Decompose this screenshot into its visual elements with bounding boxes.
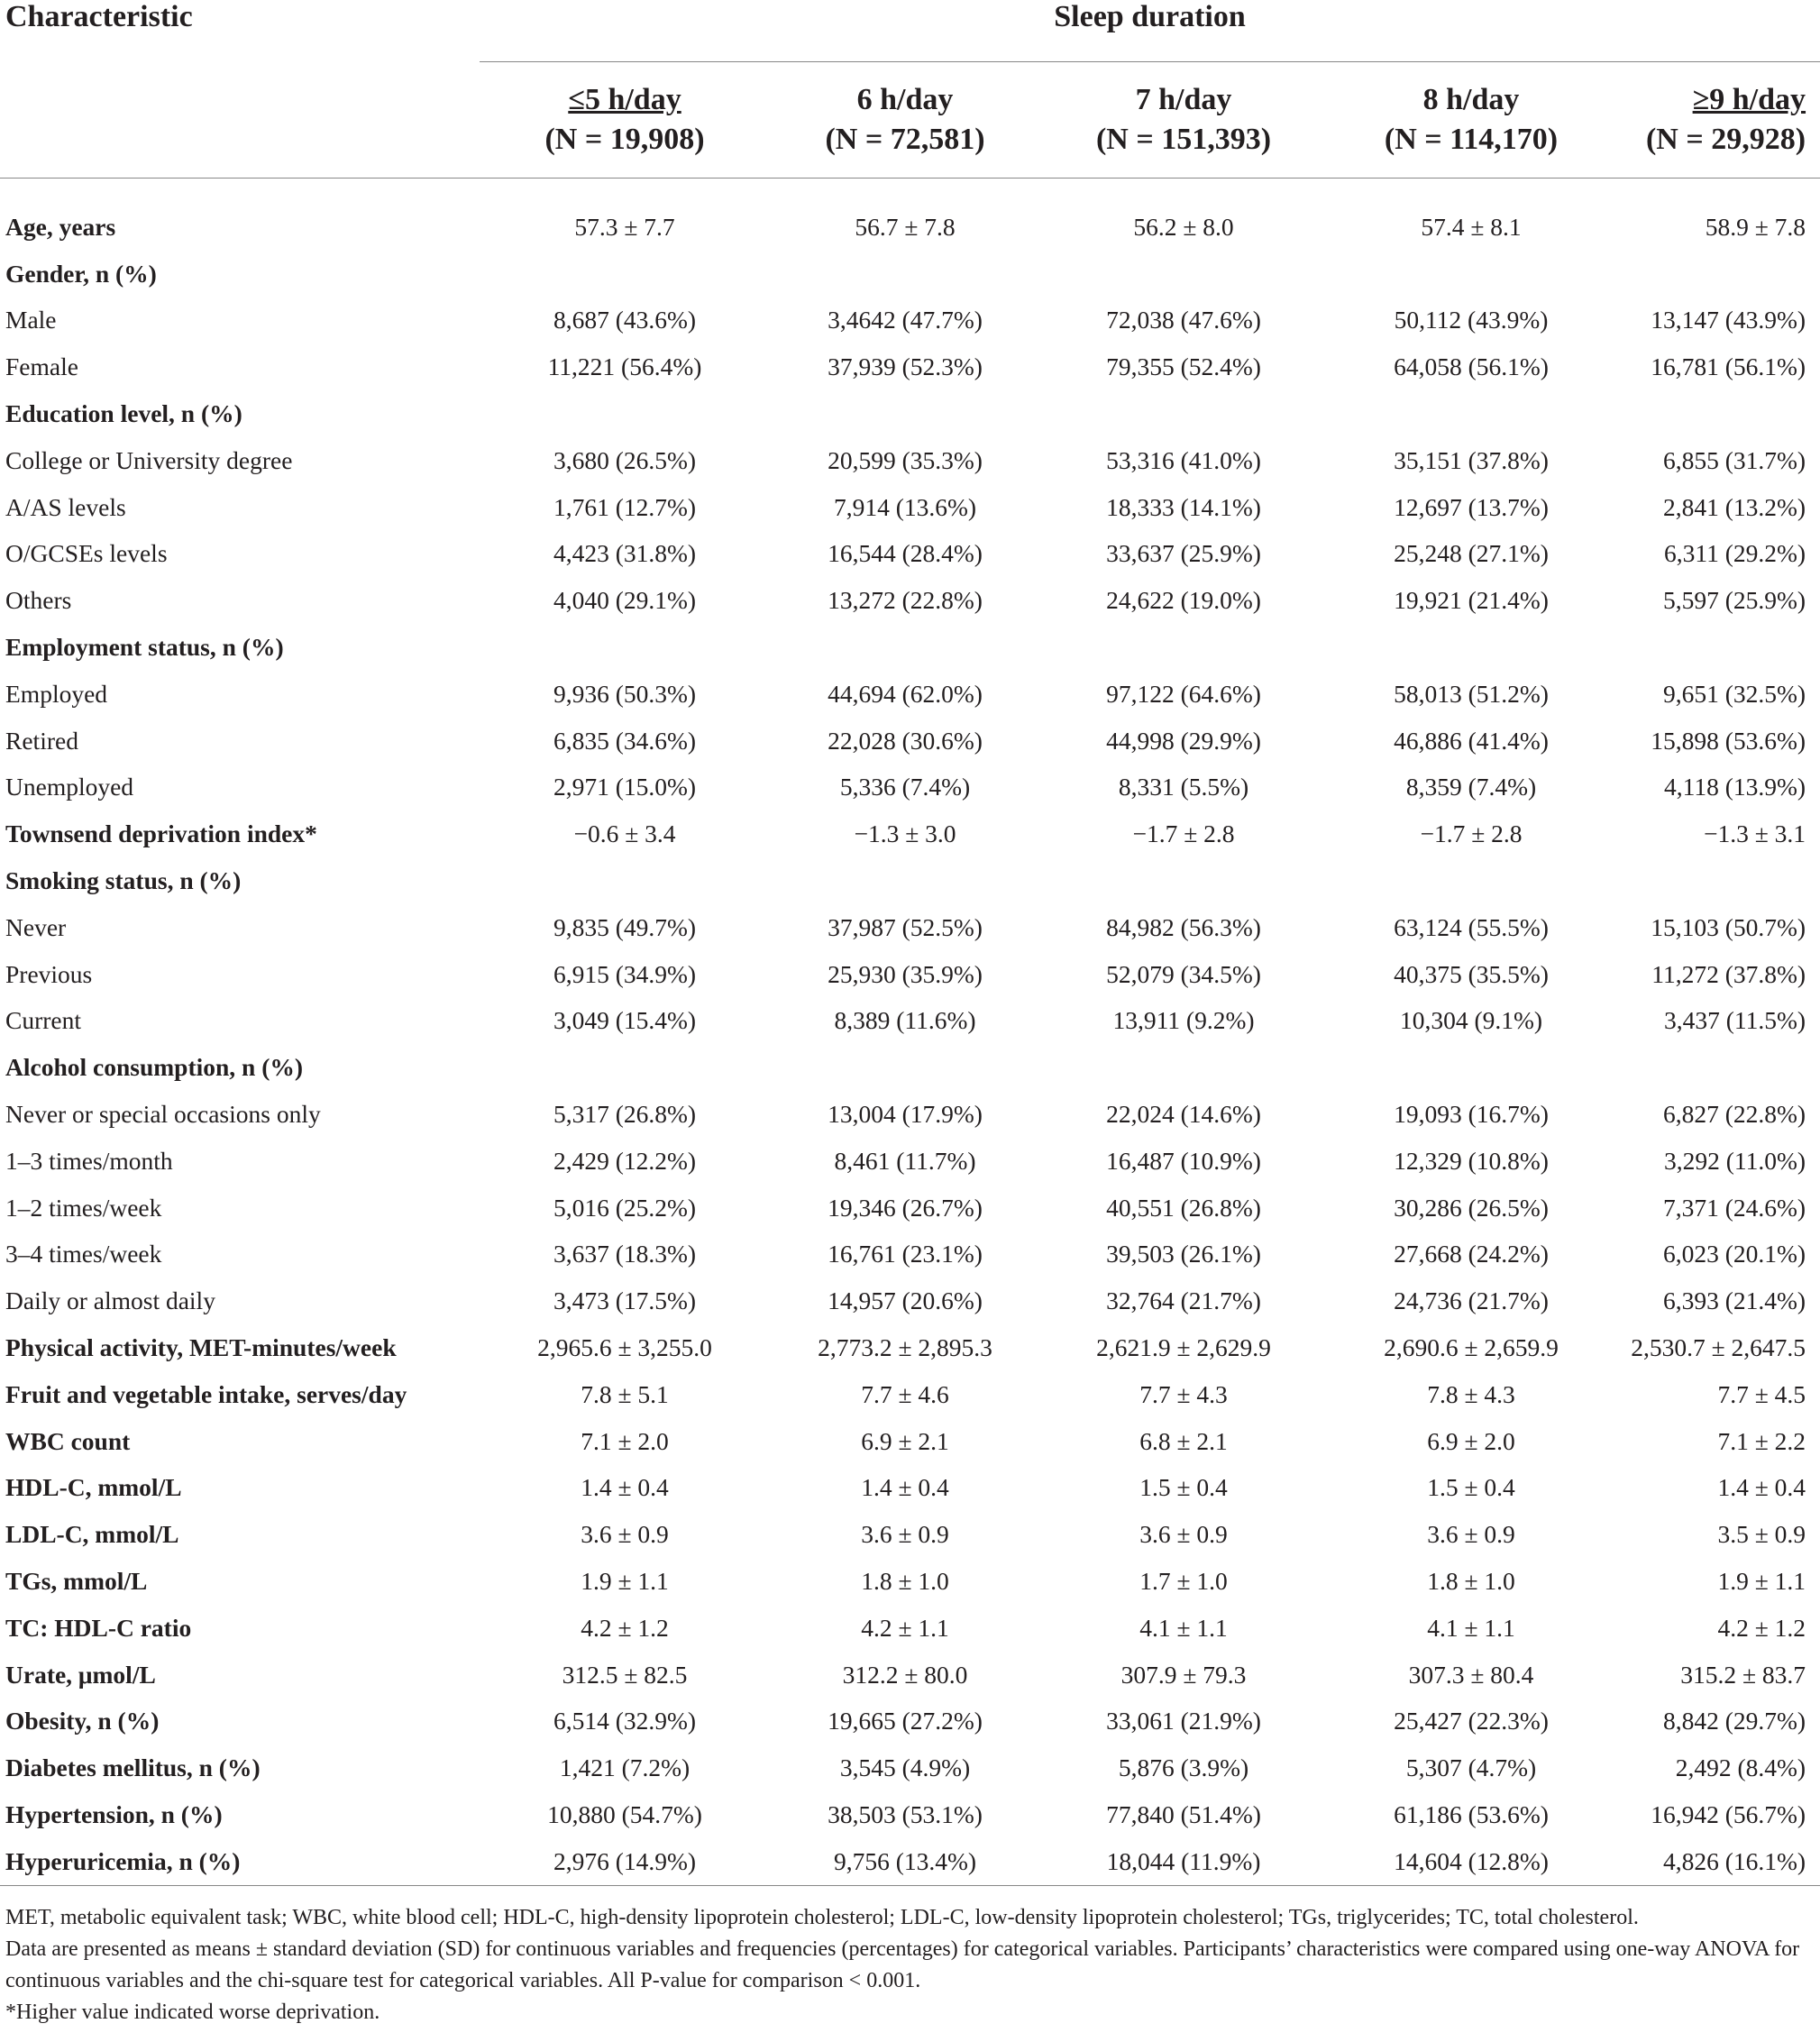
table-cell — [1040, 1044, 1327, 1091]
table-cell: 40,375 (35.5%) — [1394, 959, 1549, 988]
table-cell: 6,835 (34.6%) — [553, 726, 697, 755]
table-row — [0, 765, 1820, 811]
table-row-heading — [0, 1371, 1820, 1418]
table-cell: 22,024 (14.6%) — [1106, 1100, 1261, 1129]
row-label: 1–2 times/week — [5, 1193, 162, 1222]
table-cell: 2,530.7 ± 2,647.5 — [1631, 1333, 1806, 1362]
table-row — [0, 484, 1820, 531]
table-cell: 3,473 (17.5%) — [553, 1287, 697, 1315]
table-cell: 4,118 (13.9%) — [1663, 773, 1806, 801]
table-cell — [770, 1044, 1040, 1091]
table-row-heading — [0, 1652, 1820, 1699]
table-cell: 7.7 ± 4.3 — [1139, 1379, 1228, 1408]
table-cell: 2,492 (8.4%) — [1675, 1754, 1806, 1782]
table-row-heading — [0, 1791, 1820, 1838]
table-cell — [480, 857, 770, 904]
row-label: Education level, n (%) — [5, 399, 242, 428]
row-label: 3–4 times/week — [5, 1240, 162, 1268]
table-cell: 30,286 (26.5%) — [1394, 1193, 1549, 1222]
column-header-n: (N = 19,908) — [544, 123, 705, 156]
table-cell — [1327, 857, 1615, 904]
table-row-heading — [0, 251, 1820, 298]
table-cell: 24,736 (21.7%) — [1394, 1287, 1549, 1315]
row-label: Previous — [5, 959, 93, 988]
table-cell: 3,437 (11.5%) — [1663, 1006, 1806, 1035]
table-cell: 4.2 ± 1.2 — [581, 1613, 669, 1642]
table-cell: 53,316 (41.0%) — [1106, 445, 1261, 474]
table-cell: 6,827 (22.8%) — [1662, 1100, 1806, 1129]
table-cell: 44,694 (62.0%) — [828, 679, 983, 708]
table-cell: 315.2 ± 83.7 — [1680, 1660, 1806, 1689]
table-row — [0, 1091, 1820, 1138]
table-cell: 6,311 (29.2%) — [1663, 539, 1806, 568]
table-cell: 9,756 (13.4%) — [770, 1838, 1040, 1885]
table-cell: 19,346 (26.7%) — [828, 1193, 983, 1222]
column-header-label: 8 h/day — [1422, 83, 1520, 116]
column-header-label: ≤5 h/day — [568, 83, 681, 116]
table-cell: 3.6 ± 0.9 — [1427, 1520, 1515, 1549]
table-cell: 4.1 ± 1.1 — [1427, 1613, 1515, 1642]
sleep-duration-header: Sleep duration — [1054, 0, 1246, 33]
row-label: 1–3 times/month — [5, 1146, 173, 1175]
column-header-8h — [1327, 62, 1615, 179]
table-row — [0, 1232, 1820, 1278]
table-cell: 3,680 (26.5%) — [553, 445, 697, 474]
table-cell: 10,880 (54.7%) — [547, 1799, 702, 1828]
table-cell: 3,637 (18.3%) — [553, 1240, 697, 1268]
table-cell: 84,982 (56.3%) — [1106, 912, 1261, 941]
table-cell: 2,976 (14.9%) — [480, 1838, 770, 1885]
table-cell — [1040, 857, 1327, 904]
table-cell: 5,016 (25.2%) — [553, 1193, 697, 1222]
table-cell — [1327, 390, 1615, 437]
table-cell: 12,697 (13.7%) — [1394, 492, 1549, 521]
table-cell: 16,761 (23.1%) — [828, 1240, 983, 1268]
table-cell: 312.5 ± 82.5 — [562, 1660, 688, 1689]
table-cell: 7.8 ± 4.3 — [1427, 1379, 1515, 1408]
table-row-heading — [0, 1558, 1820, 1605]
table-cell: 4.1 ± 1.1 — [1139, 1613, 1228, 1642]
table-cell: 37,939 (52.3%) — [828, 353, 983, 381]
table-row — [0, 998, 1820, 1045]
table-cell — [1327, 624, 1615, 671]
table-cell: 58,013 (51.2%) — [1394, 679, 1549, 708]
table-cell: 4,040 (29.1%) — [553, 586, 697, 615]
table-row — [0, 1138, 1820, 1185]
table-cell: 22,028 (30.6%) — [828, 726, 983, 755]
table-cell: 35,151 (37.8%) — [1394, 445, 1549, 474]
table-cell: 3.6 ± 0.9 — [861, 1520, 949, 1549]
table-cell — [770, 251, 1040, 298]
table-cell: 8,461 (11.7%) — [834, 1146, 976, 1175]
column-header-ge9 — [1615, 62, 1820, 179]
table-cell: 12,329 (10.8%) — [1394, 1146, 1549, 1175]
table-cell: 5,876 (3.9%) — [1118, 1754, 1249, 1782]
table-cell: 7,371 (24.6%) — [1662, 1193, 1806, 1222]
table-cell: 57.3 ± 7.7 — [574, 212, 675, 241]
table-cell: 97,122 (64.6%) — [1106, 679, 1261, 708]
table-cell: 307.9 ± 79.3 — [1120, 1660, 1247, 1689]
table-cell — [480, 1044, 770, 1091]
table-cell: 2,429 (12.2%) — [553, 1146, 697, 1175]
table-row — [0, 904, 1820, 951]
column-header-n: (N = 151,393) — [1095, 123, 1272, 156]
table-row — [0, 343, 1820, 390]
table-cell: −1.3 ± 3.0 — [854, 820, 956, 848]
table-cell: 6,023 (20.1%) — [1662, 1240, 1806, 1268]
table-cell — [770, 390, 1040, 437]
table-cell: 25,930 (35.9%) — [828, 959, 983, 988]
table-cell: 18,333 (14.1%) — [1106, 492, 1261, 521]
table-header — [0, 0, 1820, 204]
table-cell: 6.8 ± 2.1 — [1139, 1426, 1228, 1455]
table-cell: 32,764 (21.7%) — [1106, 1287, 1261, 1315]
row-label: Others — [5, 586, 72, 615]
table-cell: 2,841 (13.2%) — [1662, 492, 1806, 521]
row-label: Smoking status, n (%) — [5, 866, 242, 895]
row-label: College or University degree — [5, 445, 293, 474]
table-cell: 16,942 (56.7%) — [1651, 1799, 1806, 1828]
table-row — [0, 577, 1820, 624]
table-cell: 1.4 ± 0.4 — [1717, 1473, 1806, 1502]
table-cell: 72,038 (47.6%) — [1106, 306, 1261, 334]
row-label: Physical activity, MET-minutes/week — [5, 1333, 397, 1362]
table-cell: 7.1 ± 2.2 — [1717, 1426, 1806, 1455]
table-cell: 1.9 ± 1.1 — [1717, 1567, 1806, 1595]
column-header-le5 — [480, 62, 770, 179]
table-cell: 4.2 ± 1.1 — [861, 1613, 949, 1642]
table-cell: 24,622 (19.0%) — [1106, 586, 1261, 615]
table-cell: 5,597 (25.9%) — [1662, 586, 1806, 615]
row-label: Fruit and vegetable intake, serves/day — [5, 1379, 407, 1408]
row-label: Obesity, n (%) — [5, 1707, 160, 1735]
table-cell — [1615, 1044, 1820, 1091]
table-cell: 1.7 ± 1.0 — [1139, 1567, 1228, 1595]
table-row-heading — [0, 1605, 1820, 1652]
table-cell: 8,687 (43.6%) — [553, 306, 697, 334]
table-cell: 2,690.6 ± 2,659.9 — [1384, 1333, 1559, 1362]
table-cell: −1.3 ± 3.1 — [1703, 820, 1806, 848]
table-cell: 33,061 (21.9%) — [1106, 1707, 1261, 1735]
footnote-abbreviations: MET, metabolic equivalent task; WBC, white blood cell; HDL-C, high-density lipoprotein cholesterol; LDL-C, low-density lipoprotein cholesterol; TGs, triglycerides; TC, total cholesterol. — [5, 1906, 1639, 1929]
table-cell: 56.7 ± 7.8 — [855, 212, 956, 241]
column-header-6h — [770, 62, 1040, 179]
table-cell: 1.5 ± 0.4 — [1139, 1473, 1228, 1502]
table-cell: 44,998 (29.9%) — [1106, 726, 1261, 755]
table-cell: 312.2 ± 80.0 — [842, 1660, 968, 1689]
table-cell: 4,826 (16.1%) — [1615, 1838, 1820, 1885]
row-label: TGs, mmol/L — [5, 1567, 148, 1595]
table-cell: 79,355 (52.4%) — [1106, 353, 1261, 381]
table-cell: 15,103 (50.7%) — [1651, 912, 1806, 941]
table-row-heading — [0, 1511, 1820, 1558]
table-cell: 19,665 (27.2%) — [828, 1707, 983, 1735]
row-label: Employment status, n (%) — [5, 633, 284, 662]
table-cell: 1.5 ± 0.4 — [1427, 1473, 1515, 1502]
table-cell: 9,651 (32.5%) — [1662, 679, 1806, 708]
table-cell: 7,914 (13.6%) — [833, 492, 977, 521]
table-cell: 7.8 ± 5.1 — [581, 1379, 669, 1408]
table-cell: 1.4 ± 0.4 — [861, 1473, 949, 1502]
table-cell: 3,545 (4.9%) — [839, 1754, 971, 1782]
table-cell: 6,514 (32.9%) — [553, 1707, 697, 1735]
table-cell: 39,503 (26.1%) — [1106, 1240, 1261, 1268]
row-label: Hypertension, n (%) — [5, 1799, 223, 1828]
table-cell: 20,599 (35.3%) — [828, 445, 983, 474]
footnote-deprivation: *Higher value indicated worse deprivation. — [5, 2001, 380, 2024]
table-cell: 25,248 (27.1%) — [1394, 539, 1549, 568]
table-row-heading — [0, 624, 1820, 671]
table-cell: 7.7 ± 4.5 — [1717, 1379, 1806, 1408]
table-cell — [1040, 251, 1327, 298]
table-cell: 33,637 (25.9%) — [1106, 539, 1261, 568]
row-label: Male — [5, 306, 57, 334]
row-label: TC: HDL-C ratio — [5, 1613, 192, 1642]
table-cell: 1.4 ± 0.4 — [581, 1473, 669, 1502]
row-label: Employed — [5, 679, 108, 708]
table-row — [0, 671, 1820, 718]
table-cell: 14,604 (12.8%) — [1327, 1838, 1615, 1885]
column-header-label: 6 h/day — [856, 83, 954, 116]
table-cell: 1,421 (7.2%) — [559, 1754, 691, 1782]
table-cell: 52,079 (34.5%) — [1106, 959, 1261, 988]
row-label: Hyperuricemia, n (%) — [0, 1838, 480, 1885]
table-cell: 9,835 (49.7%) — [553, 912, 697, 941]
table-row-heading — [0, 1465, 1820, 1512]
row-label: Never — [5, 912, 67, 941]
table-cell: 25,427 (22.3%) — [1394, 1707, 1549, 1735]
table-footnotes — [5, 1902, 1817, 2028]
table-cell: 307.3 ± 80.4 — [1408, 1660, 1534, 1689]
table-cell — [480, 251, 770, 298]
table-cell: 2,965.6 ± 3,255.0 — [537, 1333, 712, 1362]
table-cell: 19,093 (16.7%) — [1394, 1100, 1549, 1129]
table-cell: −1.7 ± 2.8 — [1420, 820, 1523, 848]
table-cell: 3.5 ± 0.9 — [1717, 1520, 1806, 1549]
table-cell: 16,487 (10.9%) — [1106, 1146, 1261, 1175]
table-row-heading — [0, 1324, 1820, 1371]
table-cell: 6,855 (31.7%) — [1662, 445, 1806, 474]
table-row — [0, 437, 1820, 484]
table-cell: 2,621.9 ± 2,629.9 — [1096, 1333, 1271, 1362]
table-cell: 11,272 (37.8%) — [1651, 959, 1806, 988]
row-label: O/GCSEs levels — [5, 539, 168, 568]
table-cell: 5,336 (7.4%) — [839, 773, 971, 801]
table-cell: 13,272 (22.8%) — [828, 586, 983, 615]
characteristic-header: Characteristic — [5, 0, 193, 33]
table-row-heading — [0, 1044, 1820, 1091]
table-cell — [1040, 624, 1327, 671]
table-cell: 8,842 (29.7%) — [1662, 1707, 1806, 1735]
table-cell: 3,049 (15.4%) — [553, 1006, 697, 1035]
row-label: Current — [5, 1006, 82, 1035]
table-cell: 7.1 ± 2.0 — [581, 1426, 669, 1455]
table-row-heading — [0, 1838, 1820, 1885]
table-cell: 56.2 ± 8.0 — [1133, 212, 1234, 241]
column-header-n: (N = 72,581) — [825, 123, 985, 156]
table-cell: 58.9 ± 7.8 — [1705, 212, 1806, 241]
column-header-n: (N = 114,170) — [1384, 123, 1559, 156]
table-cell: 4,423 (31.8%) — [553, 539, 697, 568]
table-cell: 50,112 (43.9%) — [1394, 306, 1549, 334]
table-cell: 10,304 (9.1%) — [1399, 1006, 1543, 1035]
table-cell: −1.7 ± 2.8 — [1132, 820, 1235, 848]
table-cell — [1327, 1044, 1615, 1091]
row-label: LDL-C, mmol/L — [5, 1520, 179, 1549]
row-label: Alcohol consumption, n (%) — [5, 1053, 304, 1082]
table-cell: 18,044 (11.9%) — [1040, 1838, 1327, 1885]
table-cell: 7.7 ± 4.6 — [861, 1379, 949, 1408]
row-label: Diabetes mellitus, n (%) — [5, 1754, 261, 1782]
table-cell — [1327, 251, 1615, 298]
row-label: Townsend deprivation index* — [5, 820, 317, 848]
table-cell: 13,004 (17.9%) — [828, 1100, 983, 1129]
table-cell — [480, 624, 770, 671]
table-body — [0, 204, 1820, 1885]
row-label: HDL-C, mmol/L — [5, 1473, 182, 1502]
table-cell: 16,781 (56.1%) — [1651, 353, 1806, 381]
table-cell: 9,936 (50.3%) — [553, 679, 697, 708]
table-row — [0, 1277, 1820, 1324]
table-cell: 4.2 ± 1.2 — [1717, 1613, 1806, 1642]
row-label: A/AS levels — [5, 492, 126, 521]
table-cell: 64,058 (56.1%) — [1394, 353, 1549, 381]
table-cell: 2,773.2 ± 2,895.3 — [818, 1333, 992, 1362]
table-cell: 1.8 ± 1.0 — [1427, 1567, 1515, 1595]
column-header-label: 7 h/day — [1135, 83, 1232, 116]
table-cell — [1615, 624, 1820, 671]
table-cell: 3.6 ± 0.9 — [1139, 1520, 1228, 1549]
table-cell: 8,389 (11.6%) — [834, 1006, 976, 1035]
table-cell — [770, 624, 1040, 671]
table-cell: 14,957 (20.6%) — [828, 1287, 983, 1315]
row-label: Female — [5, 353, 78, 381]
table-row-heading — [0, 204, 1820, 251]
table-cell: 38,503 (53.1%) — [828, 1799, 983, 1828]
table-row-heading — [0, 390, 1820, 437]
table-cell: 46,886 (41.4%) — [1394, 726, 1549, 755]
table-cell: 5,307 (4.7%) — [1405, 1754, 1537, 1782]
row-label: Age, years — [5, 212, 116, 241]
table-cell: 11,221 (56.4%) — [547, 353, 702, 381]
column-header-7h — [1040, 62, 1327, 179]
table-cell: 6,915 (34.9%) — [553, 959, 697, 988]
table-cell — [480, 390, 770, 437]
row-label: Urate, μmol/L — [5, 1660, 156, 1689]
table-cell: 1.9 ± 1.1 — [581, 1567, 669, 1595]
table-cell: 57.4 ± 8.1 — [1421, 212, 1522, 241]
row-label: Gender, n (%) — [5, 259, 157, 288]
table-cell: 61,186 (53.6%) — [1394, 1799, 1549, 1828]
table-cell: 3,292 (11.0%) — [1663, 1146, 1806, 1175]
table-row — [0, 718, 1820, 765]
table-cell — [1615, 251, 1820, 298]
row-label: Retired — [5, 726, 78, 755]
table-cell: 16,544 (28.4%) — [828, 539, 983, 568]
table-cell: 8,331 (5.5%) — [1118, 773, 1249, 801]
table-cell — [770, 857, 1040, 904]
table-cell: 5,317 (26.8%) — [553, 1100, 697, 1129]
table-row — [0, 298, 1820, 344]
table-cell: 13,911 (9.2%) — [1112, 1006, 1255, 1035]
table-cell — [1040, 390, 1327, 437]
table-cell — [1615, 857, 1820, 904]
table-cell: 1,761 (12.7%) — [553, 492, 697, 521]
table-cell: 6,393 (21.4%) — [1662, 1287, 1806, 1315]
table-cell: 3.6 ± 0.9 — [581, 1520, 669, 1549]
table-cell: 15,898 (53.6%) — [1651, 726, 1806, 755]
table-row-heading — [0, 1418, 1820, 1465]
table-cell: 2,971 (15.0%) — [553, 773, 697, 801]
row-label: Daily or almost daily — [5, 1287, 215, 1315]
footnote-methods: Data are presented as means ± standard deviation (SD) for continuous variables and frequencies (percentages) for categorical variables. Participants’ characteristics were compared using one-way ANOVA for continuous variables and the chi-square test for categorical variables. All P-value for comparison < 0.001. — [5, 1937, 1800, 1992]
table-cell: −0.6 ± 3.4 — [573, 820, 676, 848]
column-header-n: (N = 29,928) — [1645, 123, 1806, 156]
row-label: Unemployed — [5, 773, 134, 801]
table-cell: 8,359 (7.4%) — [1405, 773, 1537, 801]
table-cell: 3,4642 (47.7%) — [828, 306, 983, 334]
table-row — [0, 951, 1820, 998]
row-label: Never or special occasions only — [5, 1100, 321, 1129]
table-row-heading — [0, 1699, 1820, 1745]
table-cell: 27,668 (24.2%) — [1394, 1240, 1549, 1268]
table-cell: 77,840 (51.4%) — [1106, 1799, 1261, 1828]
table-cell: 63,124 (55.5%) — [1394, 912, 1549, 941]
table-row-heading — [0, 857, 1820, 904]
table-row-heading — [0, 810, 1820, 857]
table-cell: 1.8 ± 1.0 — [861, 1567, 949, 1595]
table-cell — [1615, 390, 1820, 437]
column-header-label: ≥9 h/day — [1692, 83, 1806, 116]
table-cell: 40,551 (26.8%) — [1106, 1193, 1261, 1222]
table-cell: 37,987 (52.5%) — [828, 912, 983, 941]
table-row-heading — [0, 1744, 1820, 1791]
table-cell: 6.9 ± 2.0 — [1427, 1426, 1515, 1455]
table-row — [0, 1185, 1820, 1232]
row-label: WBC count — [5, 1426, 131, 1455]
table-row — [0, 531, 1820, 578]
table-cell: 6.9 ± 2.1 — [861, 1426, 949, 1455]
table-cell: 19,921 (21.4%) — [1394, 586, 1549, 615]
table-cell: 13,147 (43.9%) — [1651, 306, 1806, 334]
